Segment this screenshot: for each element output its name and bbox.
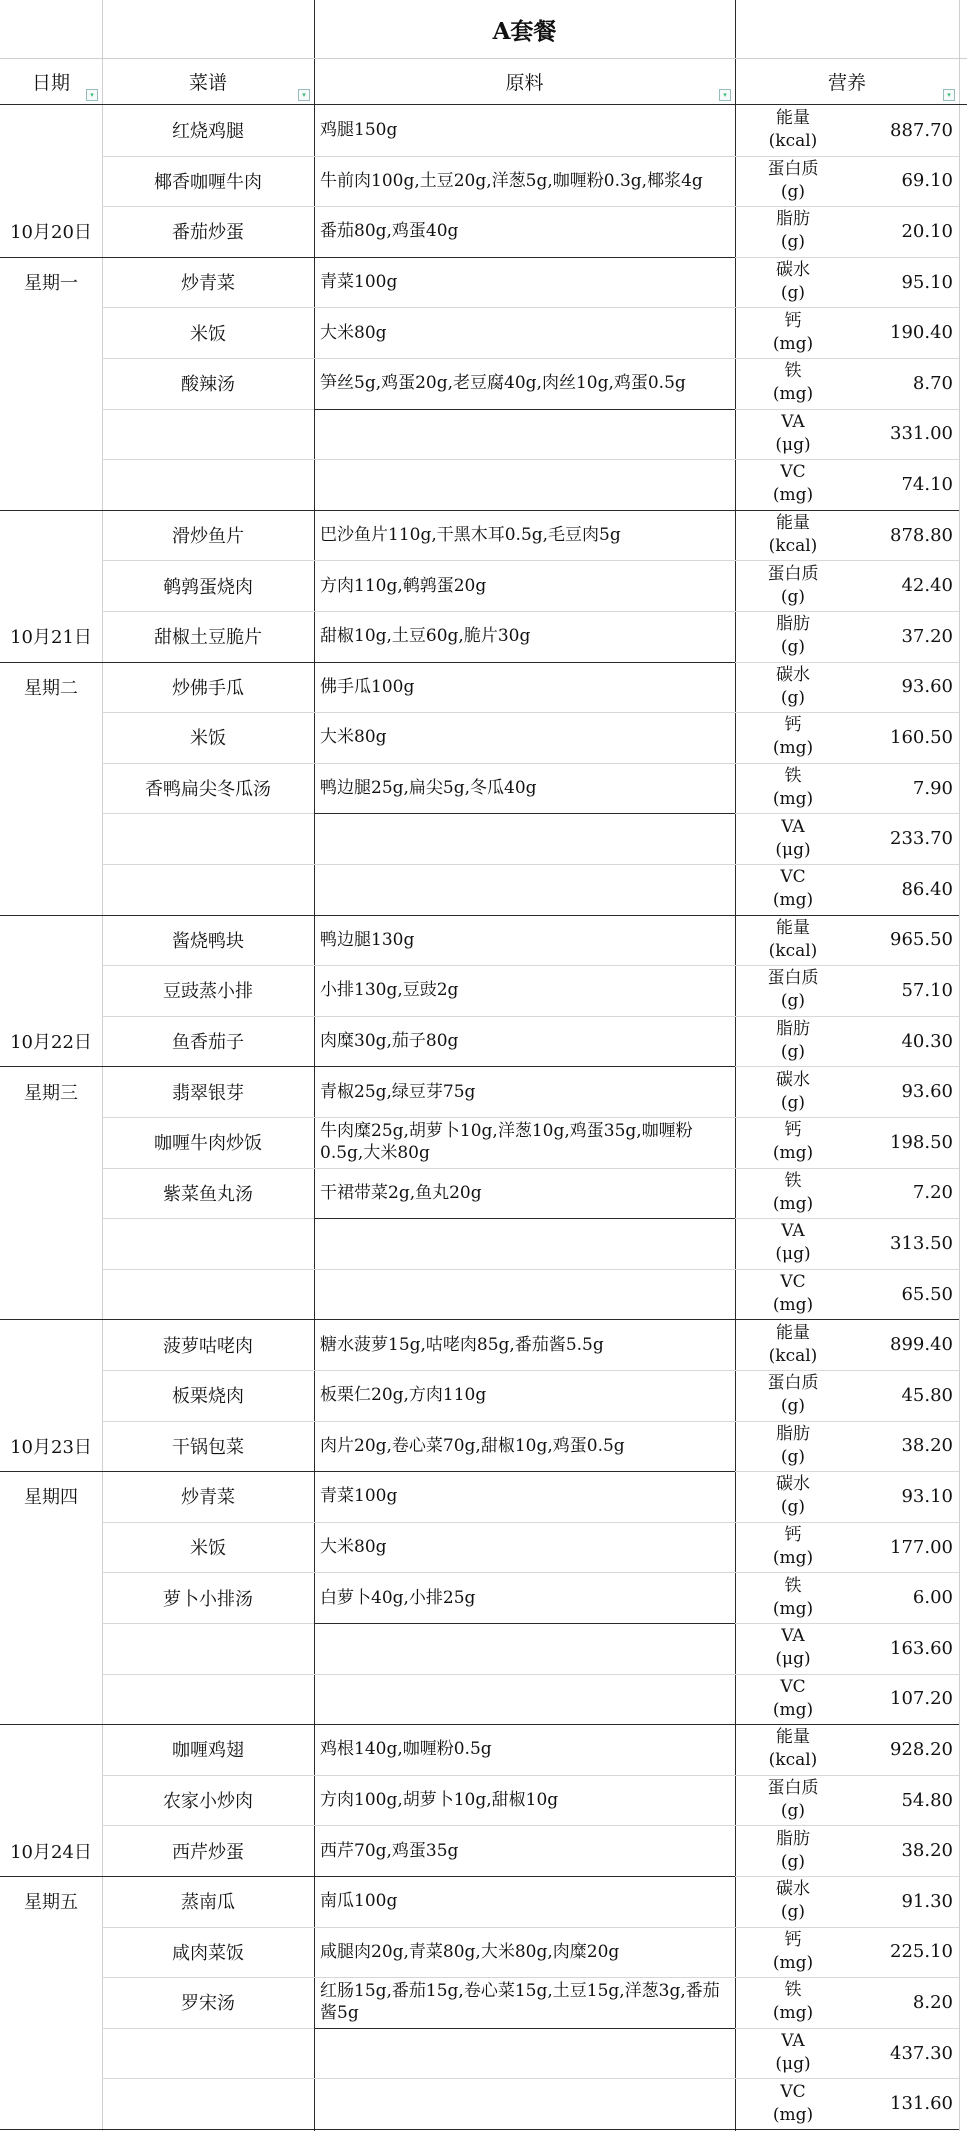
filter-dropdown-icon[interactable]: ▾ [719, 89, 731, 101]
nutrient-value-cell[interactable]: 69.10 [901, 170, 953, 192]
dish-cell[interactable]: 干锅包菜 [172, 1436, 244, 1458]
nutrient-value-cell[interactable]: 42.40 [901, 575, 953, 597]
nutrient-label-cell[interactable]: 蛋白质 (g) [767, 563, 819, 607]
weekday-cell[interactable]: 星期二 [24, 677, 78, 699]
ingredients-cell[interactable]: 白萝卜40g,小排25g [320, 1587, 476, 1608]
dish-cell[interactable] [102, 1623, 314, 1674]
ingredients-cell[interactable]: 牛前肉100g,土豆20g,洋葱5g,咖喱粉0.3g,椰浆4g [320, 170, 703, 191]
table-row [0, 560, 967, 611]
nutrient-value-cell[interactable]: 965.50 [890, 929, 953, 951]
ingredients-cell[interactable]: 方肉100g,胡萝卜10g,甜椒10g [320, 1790, 559, 1811]
nutrient-value-cell[interactable]: 45.80 [901, 1384, 953, 1406]
nutrient-label-cell[interactable]: 能量 (kcal) [768, 513, 818, 557]
nutrient-value-cell[interactable]: 198.50 [890, 1131, 953, 1153]
header-date[interactable] [0, 58, 102, 104]
table-row [0, 611, 967, 662]
ingredients-cell[interactable]: 青菜100g [320, 1486, 398, 1507]
nutrient-label-cell[interactable]: VC (mg) [772, 867, 814, 911]
ingredients-cell[interactable]: 西芹70g,鸡蛋35g [320, 1840, 459, 1861]
nutrient-label-cell[interactable]: 钙 (mg) [772, 715, 814, 759]
nutrient-value-cell[interactable]: 313.50 [890, 1232, 953, 1254]
nutrient-value-cell[interactable]: 40.30 [901, 1030, 953, 1052]
dish-cell[interactable] [102, 2078, 314, 2129]
dish-cell[interactable]: 酱烧鸭块 [172, 930, 244, 952]
table-row [0, 1623, 967, 1674]
dish-cell[interactable]: 米饭 [190, 1538, 226, 1560]
ingredients-cell[interactable] [316, 1623, 735, 1674]
ingredients-cell[interactable]: 佛手瓜100g [320, 676, 415, 697]
dish-cell[interactable] [102, 864, 314, 915]
ingredients-cell[interactable]: 甜椒10g,土豆60g,脆片30g [320, 626, 531, 647]
nutrient-value-cell[interactable]: 20.10 [901, 220, 953, 242]
table-row [0, 1319, 967, 1370]
table-row [0, 358, 967, 409]
dish-cell[interactable]: 滑炒鱼片 [172, 526, 244, 548]
nutrient-label-cell[interactable]: 铁 (mg) [772, 1980, 814, 2024]
nutrient-value-cell[interactable]: 6.00 [912, 1587, 953, 1609]
nutrient-label-cell[interactable]: 钙 (mg) [772, 1525, 814, 1569]
nutrient-label-cell[interactable]: 蛋白质 (g) [767, 1778, 819, 1822]
header-ingredients-label: 原料 [505, 71, 544, 94]
dish-cell[interactable] [102, 409, 314, 460]
nutrient-label-cell[interactable]: VA (μg) [775, 1626, 811, 1670]
dish-cell[interactable] [102, 2028, 314, 2079]
nutrient-value-cell[interactable]: 899.40 [890, 1334, 953, 1356]
ingredients-cell[interactable]: 南瓜100g [320, 1891, 398, 1912]
date-cell[interactable]: 10月20日 [10, 222, 92, 244]
ingredients-cell[interactable]: 肉糜30g,茄子80g [320, 1031, 459, 1052]
weekday-cell[interactable]: 星期三 [24, 1082, 78, 1104]
nutrient-label-cell[interactable]: 钙 (mg) [772, 1929, 814, 1973]
weekday-cell[interactable]: 星期四 [24, 1487, 78, 1509]
nutrient-value-cell[interactable]: 160.50 [890, 726, 953, 748]
table-row [0, 1876, 967, 1927]
ingredients-cell[interactable] [316, 864, 735, 915]
ingredients-cell[interactable]: 鸭边腿25g,扁尖5g,冬瓜40g [320, 778, 537, 799]
filter-dropdown-icon[interactable]: ▾ [298, 89, 310, 101]
dish-cell[interactable]: 番茄炒蛋 [172, 222, 244, 244]
dish-cell[interactable]: 米饭 [190, 323, 226, 345]
filter-dropdown-icon[interactable]: ▾ [943, 89, 955, 101]
table-row [0, 1977, 967, 2028]
ingredients-cell[interactable]: 青椒25g,绿豆芽75g [320, 1081, 476, 1102]
nutrient-label-cell[interactable]: VA (μg) [775, 816, 811, 860]
ingredients-cell[interactable]: 鸡根140g,咖喱粉0.5g [320, 1739, 492, 1760]
table-row [0, 257, 967, 308]
table-row [0, 409, 967, 460]
nutrient-label-cell[interactable]: 蛋白质 (g) [767, 968, 819, 1012]
table-row [0, 763, 967, 814]
nutrient-value-cell[interactable]: 190.40 [890, 322, 953, 344]
dish-cell[interactable]: 炒佛手瓜 [172, 677, 244, 699]
ingredients-cell[interactable]: 巴沙鱼片110g,干黑木耳0.5g,毛豆肉5g [320, 525, 621, 546]
dish-cell[interactable]: 咖喱鸡翅 [172, 1740, 244, 1762]
ingredients-cell[interactable]: 牛肉糜25g,胡萝卜10g,洋葱10g,鸡蛋35g,咖喱粉0.5g,大米80g [320, 1121, 693, 1164]
nutrient-value-cell[interactable]: 437.30 [890, 2042, 953, 2064]
dish-cell[interactable]: 香鸭扁尖冬瓜汤 [145, 779, 271, 801]
ingredients-cell[interactable]: 板栗仁20g,方肉110g [320, 1385, 487, 1406]
table-row [0, 1775, 967, 1826]
nutrient-value-cell[interactable]: 37.20 [901, 625, 953, 647]
table-row [0, 1218, 967, 1269]
nutrient-label-cell[interactable]: VC (mg) [772, 462, 814, 506]
dish-cell[interactable]: 西芹炒蛋 [172, 1841, 244, 1863]
ingredients-cell[interactable] [316, 813, 735, 864]
header-ingredients[interactable] [314, 58, 735, 104]
header-nutrition[interactable] [735, 58, 959, 104]
dish-cell[interactable] [102, 1218, 314, 1269]
table-row [0, 1471, 967, 1522]
group-divider [314, 813, 735, 814]
ingredients-cell[interactable]: 青菜100g [320, 272, 398, 293]
dish-cell[interactable]: 米饭 [190, 728, 226, 750]
header-date-label: 日期 [31, 71, 70, 94]
nutrient-label-cell[interactable]: 钙 (mg) [772, 1120, 814, 1164]
table-row [0, 662, 967, 713]
nutrient-value-cell[interactable]: 331.00 [890, 423, 953, 445]
table-row [0, 1674, 967, 1725]
nutrient-value-cell[interactable]: 65.50 [901, 1283, 953, 1305]
dish-cell[interactable]: 炒青菜 [181, 273, 235, 295]
dish-cell[interactable]: 咖喱牛肉炒饭 [154, 1133, 262, 1155]
nutrient-value-cell[interactable]: 8.20 [912, 1991, 953, 2013]
nutrient-value-cell[interactable]: 54.80 [901, 1789, 953, 1811]
nutrient-label-cell[interactable]: 脂肪 (g) [776, 1019, 810, 1063]
dish-cell[interactable]: 红烧鸡腿 [172, 121, 244, 143]
nutrient-value-cell[interactable]: 38.20 [901, 1435, 953, 1457]
dish-cell[interactable]: 酸辣汤 [181, 374, 235, 396]
ingredients-cell[interactable]: 干裙带菜2g,鱼丸20g [320, 1182, 482, 1203]
ingredients-cell[interactable]: 大米80g [320, 322, 387, 343]
dish-cell[interactable]: 鱼香茄子 [172, 1032, 244, 1054]
date-cell[interactable]: 10月24日 [10, 1841, 92, 1863]
nutrient-value-cell[interactable]: 163.60 [890, 1637, 953, 1659]
nutrient-label-cell[interactable]: VC (mg) [772, 2081, 814, 2125]
nutrient-label-cell[interactable]: 蛋白质 (g) [767, 158, 819, 202]
table-row [0, 2028, 967, 2079]
nutrient-value-cell[interactable]: 107.20 [890, 1688, 953, 1710]
title-row [0, 0, 967, 59]
date-cell[interactable]: 10月22日 [10, 1032, 92, 1054]
dish-cell[interactable]: 紫菜鱼丸汤 [163, 1183, 253, 1205]
table-row [0, 864, 967, 915]
dish-cell[interactable]: 甜椒土豆脆片 [154, 627, 262, 649]
ingredients-cell[interactable]: 大米80g [320, 1537, 387, 1558]
nutrient-label-cell[interactable]: 能量 (kcal) [768, 1727, 818, 1771]
dish-cell[interactable] [102, 1674, 314, 1725]
nutrient-value-cell[interactable]: 38.20 [901, 1840, 953, 1862]
table-row [0, 105, 967, 156]
nutrient-value-cell[interactable]: 7.90 [912, 777, 953, 799]
table-row [0, 712, 967, 763]
nutrient-label-cell[interactable]: VA (μg) [775, 411, 811, 455]
table-row [0, 510, 967, 561]
header-nutrition-label: 营养 [827, 71, 866, 94]
nutrient-value-cell[interactable]: 93.10 [901, 1485, 953, 1507]
weekday-cell[interactable]: 星期五 [24, 1892, 78, 1914]
nutrient-value-cell[interactable]: 93.60 [901, 676, 953, 698]
dish-cell[interactable]: 咸肉菜饭 [172, 1942, 244, 1964]
ingredients-cell[interactable]: 糖水菠萝15g,咕咾肉85g,番茄酱5.5g [320, 1334, 604, 1355]
nutrient-label-cell[interactable]: 能量 (kcal) [768, 917, 818, 961]
nutrient-label-cell[interactable]: 铁 (mg) [772, 1170, 814, 1214]
ingredients-cell[interactable]: 小排130g,豆豉2g [320, 980, 459, 1001]
group-divider [314, 1218, 735, 1219]
nutrient-label-cell[interactable]: VA (μg) [775, 1221, 811, 1265]
dish-cell[interactable]: 豆豉蒸小排 [163, 981, 253, 1003]
ingredients-cell[interactable]: 笋丝5g,鸡蛋20g,老豆腐40g,肉丝10g,鸡蛋0.5g [320, 373, 686, 394]
nutrient-label-cell[interactable]: 铁 (mg) [772, 1575, 814, 1619]
ingredients-cell[interactable] [316, 1269, 735, 1320]
table-row [0, 1927, 967, 1978]
nutrient-value-cell[interactable]: 177.00 [890, 1536, 953, 1558]
dish-cell[interactable]: 萝卜小排汤 [163, 1588, 253, 1610]
nutrient-value-cell[interactable]: 928.20 [890, 1738, 953, 1760]
table-row [0, 1066, 967, 1117]
group-divider [0, 662, 735, 663]
header-dish[interactable] [102, 58, 314, 104]
ingredients-cell[interactable]: 咸腿肉20g,青菜80g,大米80g,肉糜20g [320, 1941, 620, 1962]
nutrient-label-cell[interactable]: 碳水 (g) [776, 1879, 810, 1923]
group-divider [314, 1623, 735, 1624]
ingredients-cell[interactable] [316, 2028, 735, 2079]
ingredients-cell[interactable] [316, 1674, 735, 1725]
table-row [0, 1370, 967, 1421]
nutrient-label-cell[interactable]: 脂肪 (g) [776, 209, 810, 253]
dish-cell[interactable]: 蒸南瓜 [181, 1892, 235, 1914]
date-cell[interactable]: 10月23日 [10, 1436, 92, 1458]
table-row [0, 1269, 967, 1320]
page-title: A套餐 [492, 17, 557, 45]
date-cell[interactable]: 10月21日 [10, 627, 92, 649]
ingredients-cell[interactable] [316, 2078, 735, 2129]
table-row [0, 206, 967, 257]
ingredients-cell[interactable] [316, 459, 735, 510]
table-row [0, 1724, 967, 1775]
ingredients-cell[interactable]: 大米80g [320, 727, 387, 748]
table-row [0, 915, 967, 966]
nutrient-label-cell[interactable]: 碳水 (g) [776, 664, 810, 708]
nutrient-label-cell[interactable]: 蛋白质 (g) [767, 1373, 819, 1417]
nutrient-value-cell[interactable]: 8.70 [912, 372, 953, 394]
nutrient-value-cell[interactable]: 86.40 [901, 878, 953, 900]
dish-cell[interactable]: 鹌鹑蛋烧肉 [163, 576, 253, 598]
dish-cell[interactable]: 翡翠银芽 [172, 1082, 244, 1104]
nutrient-value-cell[interactable]: 57.10 [901, 979, 953, 1001]
weekday-cell[interactable]: 星期一 [24, 273, 78, 295]
ingredients-cell[interactable]: 鸭边腿130g [320, 929, 415, 950]
table-row [0, 1522, 967, 1573]
nutrient-value-cell[interactable]: 91.30 [901, 1890, 953, 1912]
nutrient-label-cell[interactable]: VC (mg) [772, 1676, 814, 1720]
nutrient-label-cell[interactable]: 铁 (mg) [772, 766, 814, 810]
dish-cell[interactable] [102, 813, 314, 864]
nutrient-value-cell[interactable]: 95.10 [901, 271, 953, 293]
dish-cell[interactable]: 板栗烧肉 [172, 1386, 244, 1408]
dish-cell[interactable]: 椰香咖喱牛肉 [154, 171, 262, 193]
ingredients-cell[interactable]: 番茄80g,鸡蛋40g [320, 221, 459, 242]
nutrient-value-cell[interactable]: 7.20 [912, 1182, 953, 1204]
dish-cell[interactable] [102, 1269, 314, 1320]
table-row [0, 1825, 967, 1876]
table-row [0, 1421, 967, 1472]
group-divider [0, 1066, 735, 1067]
ingredients-cell[interactable]: 红肠15g,番茄15g,卷心菜15g,土豆15g,洋葱3g,番茄酱5g [320, 1981, 720, 2024]
group-divider [314, 409, 735, 410]
nutrient-label-cell[interactable]: 碳水 (g) [776, 1069, 810, 1113]
nutrient-label-cell[interactable]: 脂肪 (g) [776, 1423, 810, 1467]
table-row [0, 1016, 967, 1067]
nutrient-label-cell[interactable]: 脂肪 (g) [776, 1828, 810, 1872]
nutrient-label-cell[interactable]: 能量 (kcal) [768, 108, 818, 152]
table-row [0, 965, 967, 1016]
nutrient-value-cell[interactable]: 225.10 [890, 1941, 953, 1963]
ingredients-cell[interactable]: 方肉110g,鹌鹑蛋20g [320, 575, 487, 596]
table-row [0, 459, 967, 510]
header-dish-label: 菜谱 [188, 71, 227, 94]
nutrient-value-cell[interactable]: 74.10 [901, 473, 953, 495]
nutrient-label-cell[interactable]: 钙 (mg) [772, 310, 814, 354]
table-row [0, 1168, 967, 1219]
table-row [0, 1117, 967, 1168]
table-row [0, 1572, 967, 1623]
nutrient-label-cell[interactable]: 脂肪 (g) [776, 614, 810, 658]
nutrient-label-cell[interactable]: 铁 (mg) [772, 361, 814, 405]
table-row [0, 307, 967, 358]
dish-cell[interactable]: 农家小炒肉 [163, 1791, 253, 1813]
nutrient-label-cell[interactable]: VA (μg) [775, 2031, 811, 2075]
nutrient-value-cell[interactable]: 233.70 [890, 828, 953, 850]
ingredients-cell[interactable]: 鸡腿150g [320, 120, 398, 141]
nutrient-value-cell[interactable]: 878.80 [890, 524, 953, 546]
day-divider [0, 2129, 959, 2130]
ingredients-cell[interactable] [316, 1218, 735, 1269]
filter-dropdown-icon[interactable]: ▾ [86, 89, 98, 101]
header-row [0, 58, 967, 105]
nutrient-label-cell[interactable]: 碳水 (g) [776, 260, 810, 304]
nutrient-label-cell[interactable]: VC (mg) [772, 1272, 814, 1316]
table-row [0, 156, 967, 207]
group-divider [314, 2028, 735, 2029]
dish-cell[interactable]: 罗宋汤 [181, 1993, 235, 2015]
group-divider [0, 257, 735, 258]
ingredients-cell[interactable] [316, 409, 735, 460]
dish-cell[interactable]: 菠萝咕咾肉 [163, 1335, 253, 1357]
nutrient-value-cell[interactable]: 131.60 [890, 2093, 953, 2115]
nutrient-value-cell[interactable]: 887.70 [890, 119, 953, 141]
ingredients-cell[interactable]: 肉片20g,卷心菜70g,甜椒10g,鸡蛋0.5g [320, 1435, 625, 1456]
nutrient-label-cell[interactable]: 能量 (kcal) [768, 1322, 818, 1366]
group-divider [0, 1876, 735, 1877]
table-row [0, 813, 967, 864]
table-row [0, 2078, 967, 2129]
nutrient-label-cell[interactable]: 碳水 (g) [776, 1474, 810, 1518]
dish-cell[interactable] [102, 459, 314, 510]
dish-cell[interactable]: 炒青菜 [181, 1487, 235, 1509]
nutrient-value-cell[interactable]: 93.60 [901, 1081, 953, 1103]
group-divider [0, 1471, 735, 1472]
